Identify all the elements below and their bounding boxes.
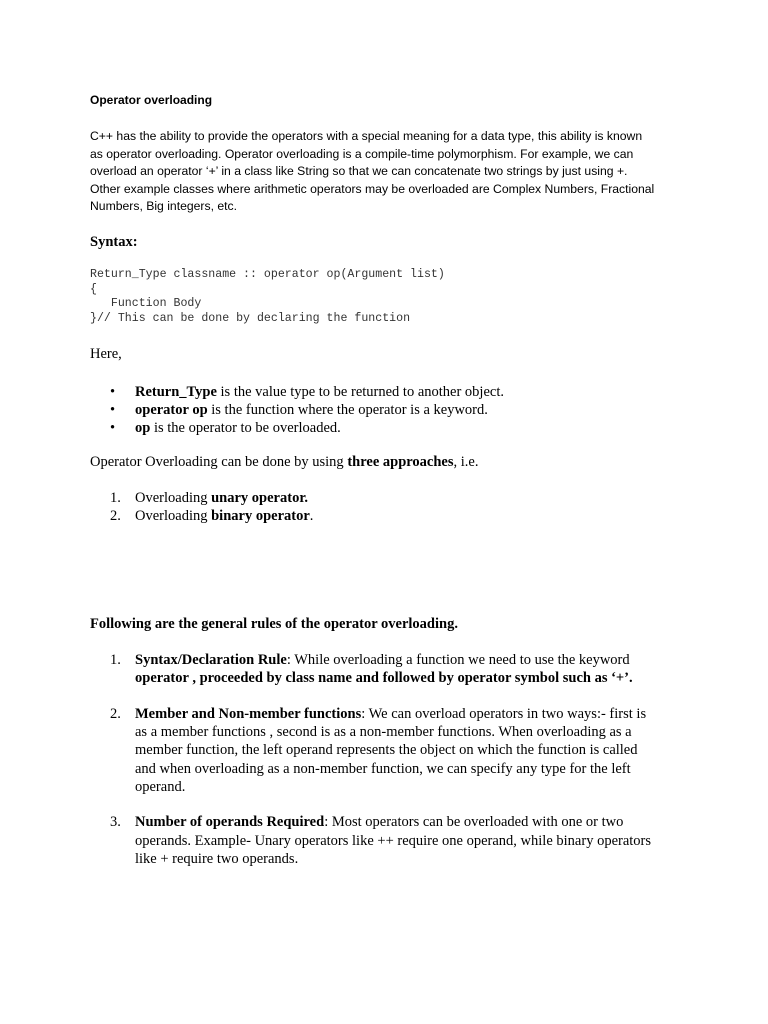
bullet-term: op bbox=[135, 420, 151, 437]
item-number: 2. bbox=[110, 508, 121, 525]
code-line: Return_Type classname :: operator op(Argument list) bbox=[90, 268, 445, 281]
intro-line: Other example classes where arithmetic operators may be overloaded are Complex Numbers, Fractional bbox=[90, 181, 655, 196]
intro-line: as operator overloading. Operator overloading is a compile-time polymorphism. For example, we can bbox=[90, 146, 634, 161]
rule-line: as a member functions , second is as a non-member functions. When overloading as a bbox=[135, 724, 632, 741]
rule-text: : Most operators can be overloaded with one or two bbox=[324, 814, 624, 831]
intro-line: Numbers, Big integers, etc. bbox=[90, 199, 237, 214]
code-line: { bbox=[90, 282, 97, 296]
list-item bbox=[110, 507, 313, 525]
rule-text: : We can overload operators in two ways:- first is bbox=[361, 705, 647, 722]
intro-line: overload an operator ‘+’ in a class like String so that we can concatenate two strings by just using +. bbox=[90, 164, 628, 179]
rule-item bbox=[110, 813, 670, 868]
code-block bbox=[90, 268, 445, 327]
intro-line: C++ has the ability to provide the operators with a special meaning for a data type, this ability is known bbox=[90, 129, 643, 143]
item-bold: binary operator bbox=[211, 508, 310, 525]
list-item bbox=[110, 489, 313, 507]
syntax-heading: Syntax: bbox=[90, 234, 138, 250]
bullet-text: is the value type to be returned to another object. bbox=[216, 384, 504, 400]
item-text: Overloading bbox=[135, 490, 212, 506]
rule-term: Member and Non-member functions bbox=[135, 705, 362, 722]
code-line: }// This can be done by declaring the function bbox=[90, 312, 411, 326]
rule-term: Syntax/Declaration Rule bbox=[135, 652, 287, 668]
bullet-text: is the operator to be overloaded. bbox=[150, 420, 341, 437]
list-item bbox=[110, 401, 504, 419]
approaches-prefix: Operator Overloading can be done by using bbox=[90, 454, 348, 470]
rule-line: like + require two operands. bbox=[135, 850, 299, 867]
rule-line: and when overloading as a non-member function, we can specify any type for the left bbox=[135, 760, 631, 777]
definition-list bbox=[110, 383, 504, 438]
bullet-term: operator op bbox=[135, 402, 208, 419]
rule-term: Number of operands Required bbox=[135, 814, 325, 831]
item-suffix: . bbox=[309, 508, 314, 525]
item-number: 2. bbox=[110, 705, 121, 722]
item-number: 1. bbox=[110, 490, 121, 506]
here-label: Here, bbox=[90, 346, 122, 362]
rule-line bbox=[135, 651, 670, 669]
intro-paragraph bbox=[90, 128, 690, 216]
rule-text: : While overloading a function we need to use the keyword bbox=[286, 652, 630, 668]
rule-line bbox=[135, 705, 670, 723]
rule-line: operand. bbox=[135, 778, 186, 795]
bullet-term: Return_Type bbox=[135, 384, 217, 400]
rule-item bbox=[110, 705, 670, 796]
rule-line: member function, the left operand represents the object on which the function is called bbox=[135, 742, 638, 759]
rule-item bbox=[110, 651, 670, 687]
rule-line bbox=[135, 669, 670, 687]
rule-bold-text: operator , proceeded by class name and followed by operator symbol such as ‘+’. bbox=[135, 670, 633, 687]
bullet-text: is the function where the operator is a keyword. bbox=[207, 402, 488, 419]
rule-line bbox=[135, 813, 670, 831]
approaches-bold: three approaches bbox=[347, 454, 454, 470]
item-number: 1. bbox=[110, 652, 121, 668]
list-item bbox=[110, 419, 504, 437]
code-line: Function Body bbox=[90, 297, 202, 311]
approach-list bbox=[110, 489, 313, 525]
item-bold: unary operator. bbox=[211, 490, 309, 506]
item-number: 3. bbox=[110, 814, 121, 831]
item-text: Overloading bbox=[135, 508, 212, 525]
list-item bbox=[110, 383, 504, 401]
rule-line: operands. Example- Unary operators like ++ require one operand, while binary operators bbox=[135, 832, 652, 849]
approaches-suffix: , i.e. bbox=[453, 454, 479, 470]
page-heading: Operator overloading bbox=[90, 93, 213, 107]
rules-heading: Following are the general rules of the operator overloading. bbox=[90, 616, 458, 632]
approaches-sentence bbox=[90, 454, 478, 471]
rules-list bbox=[110, 651, 670, 886]
